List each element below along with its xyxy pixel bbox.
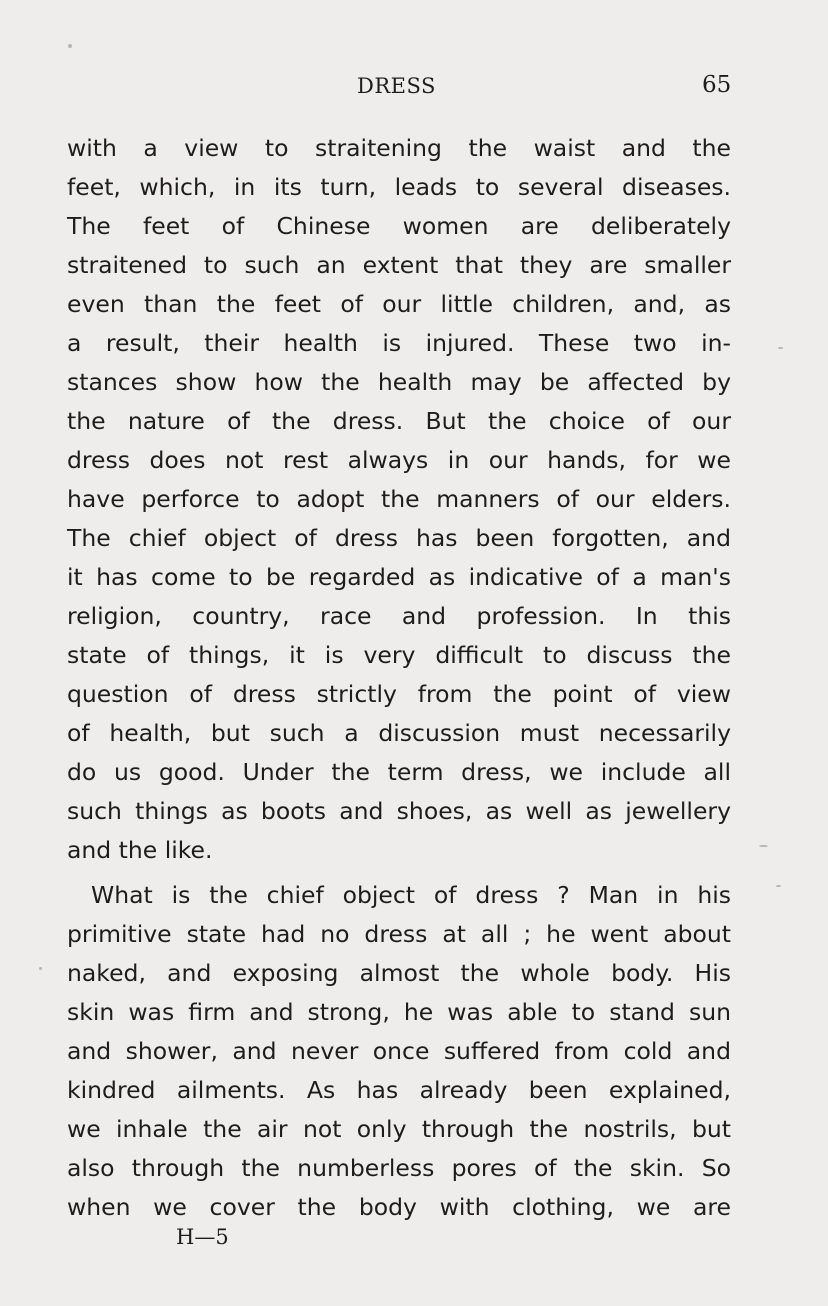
- paper-speck: [759, 845, 768, 847]
- text-line: stances show how the health may be affected by: [67, 368, 731, 396]
- text-line: feet, which, in its turn, leads to several diseases.: [67, 173, 731, 201]
- text-line: dress does not rest always in our hands, for we: [67, 446, 731, 474]
- signature-mark: H—5: [176, 1225, 229, 1249]
- text-line: we inhale the air not only through the nostrils, but: [67, 1115, 731, 1143]
- text-line: and the like.: [67, 836, 213, 864]
- text-line: question of dress strictly from the point of view: [67, 680, 731, 708]
- paper-speck: [68, 44, 72, 48]
- text-line: naked, and exposing almost the whole body. His: [67, 959, 731, 987]
- text-line: religion, country, race and profession. In this: [67, 602, 731, 630]
- text-line: with a view to straitening the waist and the: [67, 134, 731, 162]
- text-line: primitive state had no dress at all ; he went about: [67, 920, 731, 948]
- text-line: skin was firm and strong, he was able to stand sun: [67, 998, 731, 1026]
- text-line: do us good. Under the term dress, we include all: [67, 758, 731, 786]
- paragraph-1: [67, 129, 731, 870]
- text-line: kindred ailments. As has already been explained,: [67, 1076, 731, 1104]
- text-line: What is the chief object of dress ? Man in his: [91, 881, 731, 909]
- text-line: have perforce to adopt the manners of our elders.: [67, 485, 731, 513]
- paper-speck: [39, 967, 42, 970]
- page-header: [0, 72, 828, 104]
- text-line: The feet of Chinese women are deliberately: [67, 212, 731, 240]
- running-title: DRESS: [357, 74, 436, 98]
- page-number: 65: [702, 72, 732, 98]
- body-text: [67, 129, 731, 1227]
- text-line: when we cover the body with clothing, we are: [67, 1193, 731, 1221]
- paper-speck: [778, 347, 783, 349]
- text-line: even than the feet of our little children, and, as: [67, 290, 731, 318]
- text-line: the nature of the dress. But the choice of our: [67, 407, 731, 435]
- text-line: The chief object of dress has been forgotten, and: [67, 524, 731, 552]
- text-line: a result, their health is injured. These two in-: [67, 329, 731, 357]
- paper-speck: [776, 885, 781, 887]
- paragraph-2: [67, 876, 731, 1227]
- text-line: straitened to such an extent that they are smaller: [67, 251, 731, 279]
- text-line: state of things, it is very difficult to discuss the: [67, 641, 731, 669]
- text-line: such things as boots and shoes, as well as jewellery: [67, 797, 731, 825]
- text-line: it has come to be regarded as indicative of a man's: [67, 563, 731, 591]
- text-line: of health, but such a discussion must necessarily: [67, 719, 731, 747]
- text-line: also through the numberless pores of the skin. So: [67, 1154, 731, 1182]
- text-line: and shower, and never once suffered from cold and: [67, 1037, 731, 1065]
